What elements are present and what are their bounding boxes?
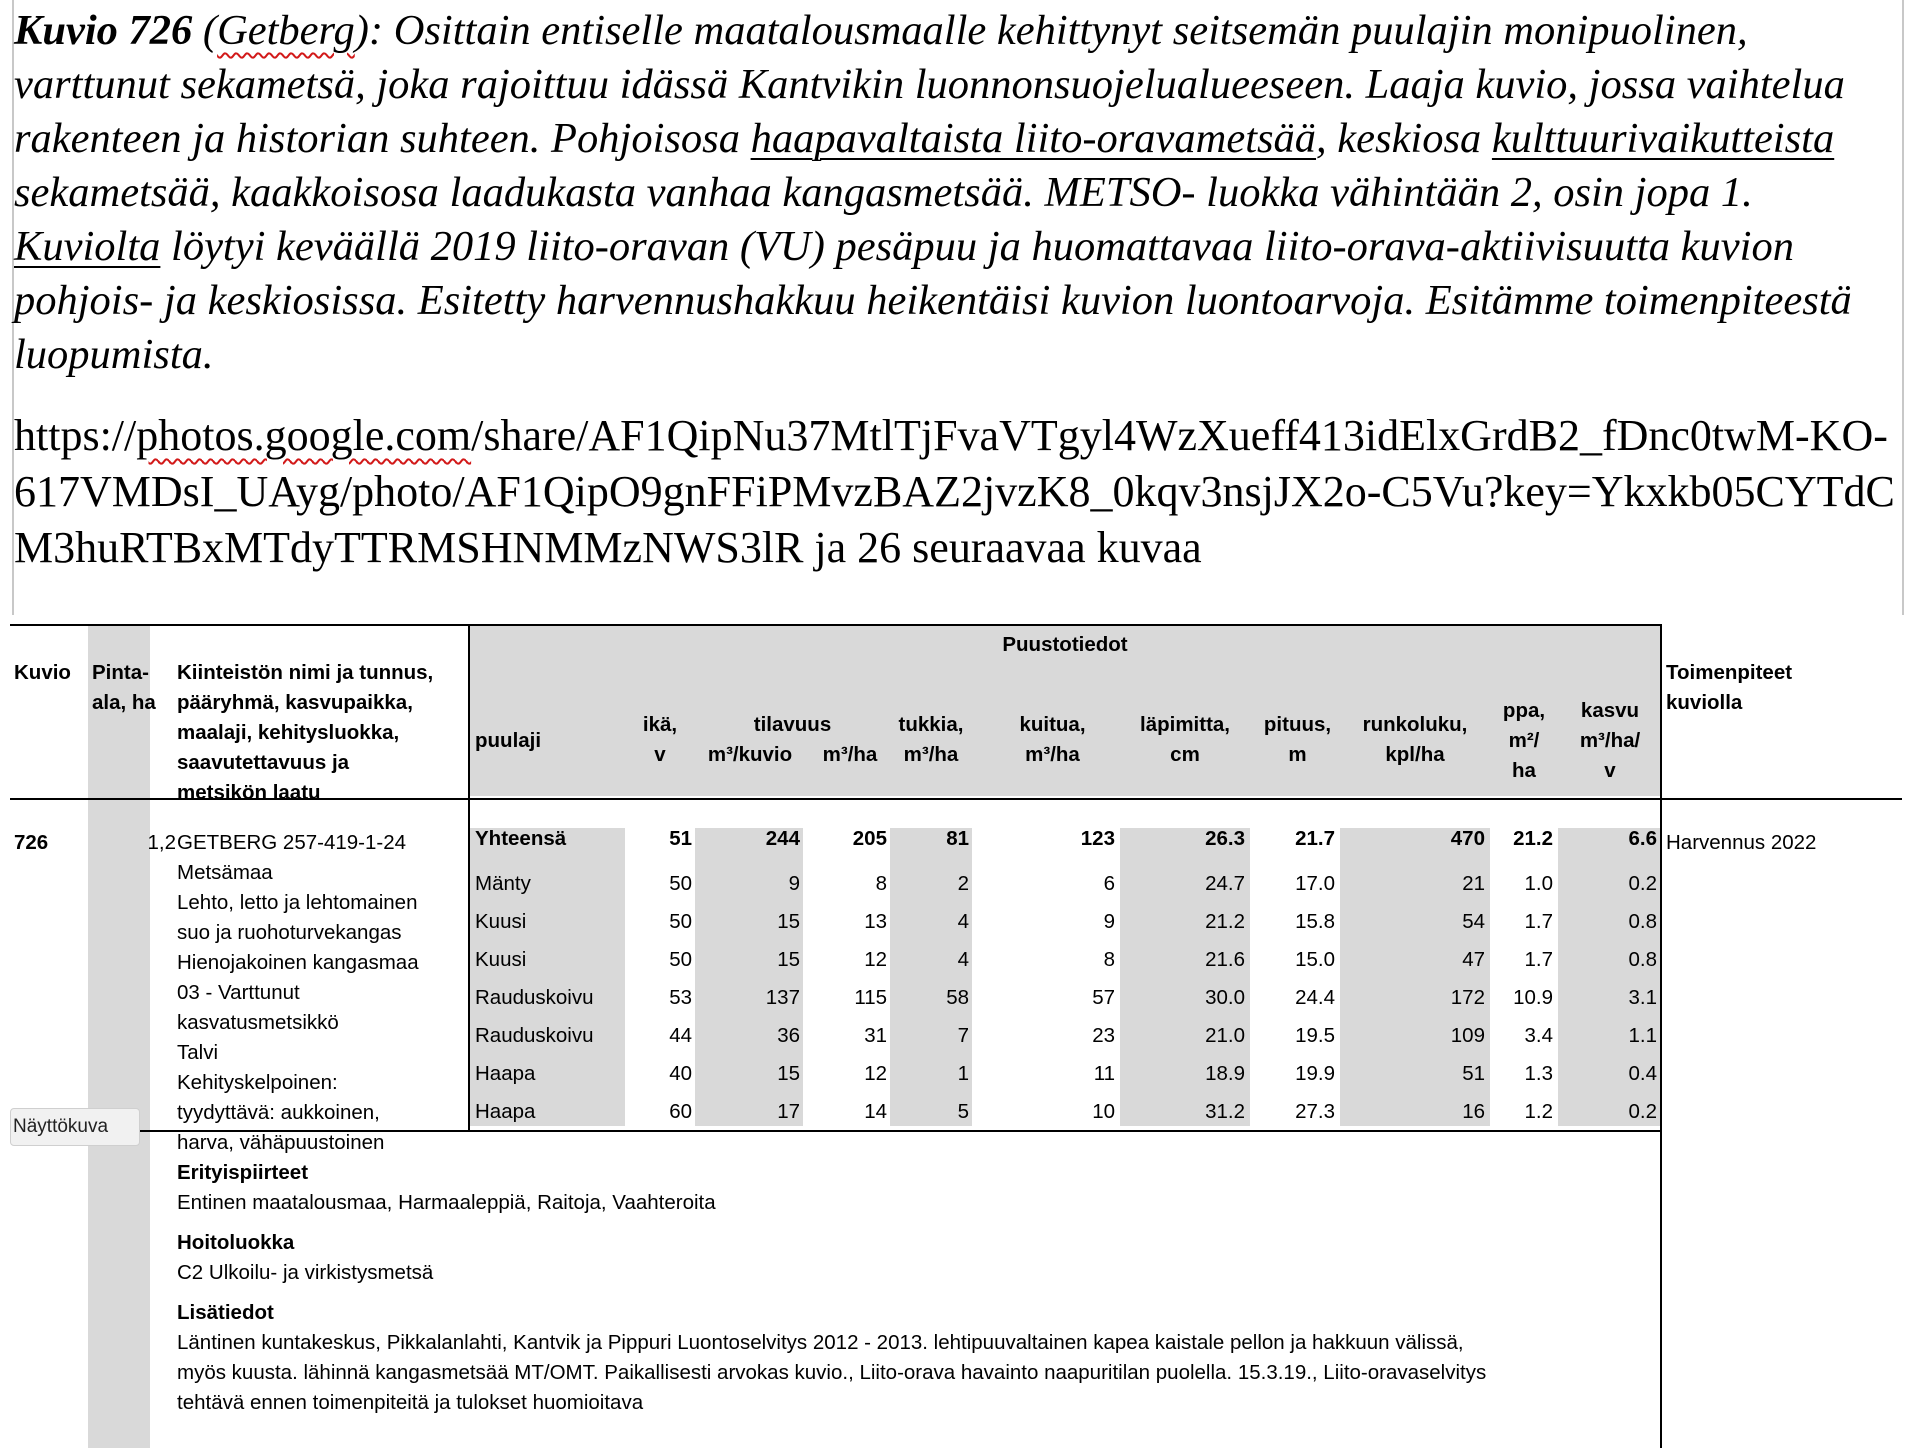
- cell-pituus: 19.5: [1295, 1024, 1335, 1047]
- cell-ppa: 1.0: [1524, 872, 1553, 895]
- lisatiedot-line-2: myös kuusta. lähinnä kangasmetsää MT/OMT. Paikallisesti arvokas kuvio., Liito-orava havainto naapuritilan puolella. 15.3.19., Liito-oravaselvitys: [177, 1361, 1487, 1384]
- link-path[interactable]: /share/AF1QipNu37MtlTjFvaVTgyl4WzXueff413idElxGrdB2_fDnc0twM-KO-617VMDsI_UAyg/photo/AF1QipO9gnFFiPMvzBAZ2jvzK8_0kqv3nsjJX2o-C5Vu?key=Ykxkb05CYTdCM3huRTBxMTdyTTRMSHNMMzNWS3lR: [14, 411, 1895, 572]
- sub-header-tilavuus: tilavuus: [753, 713, 832, 736]
- cell-tukkia: 5: [957, 1100, 969, 1123]
- cell-puulaji: Mänty: [475, 872, 531, 895]
- cell-kasvu: 0.8: [1628, 948, 1657, 971]
- lisatiedot-heading: Lisätiedot: [177, 1301, 274, 1324]
- paragraph-text: ): Osittain entiselle maatalousmaalle kehittynyt seitsemän puulajin monipuolinen, varttunut sekametsä, joka rajoittuu idässä Kantvikin luonnonsuojelualueeseen. Laaja kuvio, jossa vaihtelua rakenteen ja historian suhteen. Pohjoisosa: [14, 7, 1845, 162]
- cell-kasvu: 3.1: [1628, 986, 1657, 1009]
- cell-lapimitta: 26.3: [1205, 827, 1245, 850]
- cell-kuitua: 6: [1103, 872, 1115, 895]
- cell-ika: 40: [669, 1062, 692, 1085]
- cell-lapimitta: 24.7: [1205, 872, 1245, 895]
- kiinteisto-line: Metsämaa: [177, 861, 273, 884]
- cell-m3ha: 12: [864, 1062, 887, 1085]
- hoitoluokka-text: C2 Ulkoilu- ja virkistysmetsä: [177, 1261, 434, 1284]
- cell-m3ha: 14: [864, 1100, 887, 1123]
- cell-kuitua: 11: [1093, 1062, 1115, 1085]
- cell-m3ha: 115: [854, 986, 887, 1009]
- sub-header-ppa-3: ha: [1512, 759, 1536, 782]
- pattern-title: Kuvio 726: [14, 7, 193, 54]
- sub-header-ika-1: ikä,: [642, 713, 678, 736]
- cell-ika: 50: [669, 910, 692, 933]
- hoitoluokka-heading: Hoitoluokka: [177, 1231, 295, 1254]
- sub-header-tukkia-1: tukkia,: [898, 713, 964, 736]
- kiinteisto-line: Talvi: [177, 1041, 219, 1064]
- cell-pituus: 27.3: [1295, 1100, 1335, 1123]
- cell-lapimitta: 30.0: [1205, 986, 1245, 1009]
- sub-header-runko-1: runkoluku,: [1362, 713, 1468, 736]
- cell-ppa: 3.4: [1524, 1024, 1553, 1047]
- lisatiedot-line-1: Läntinen kuntakeskus, Pikkalanlahti, Kantvik ja Pippuri Luontoselvitys 2012 - 2013. lehtipuuvaltainen kapea kaistale pellon ja hakkuun välissä,: [177, 1331, 1464, 1354]
- owner-prefix: (: [192, 7, 218, 54]
- cell-m3kuvio: 15: [777, 1062, 800, 1085]
- cell-m3kuvio: 17: [777, 1100, 800, 1123]
- cell-lapimitta: 21.6: [1205, 948, 1245, 971]
- cell-tukkia: 58: [946, 986, 969, 1009]
- sub-header-pituus-2: m: [1288, 743, 1307, 766]
- sub-header-kuitua-1: kuitua,: [1019, 713, 1086, 736]
- cell-ppa: 1.3: [1524, 1062, 1553, 1085]
- cell-ppa: 1.7: [1524, 910, 1553, 933]
- description-paragraph: [14, 4, 1904, 382]
- cell-m3ha: 12: [864, 948, 887, 971]
- cell-kuitua: 8: [1103, 948, 1115, 971]
- cell-m3kuvio: 137: [765, 986, 800, 1009]
- term-underlined: haapavaltaista liito-oravametsää: [750, 115, 1317, 162]
- cell-pituus: 24.4: [1295, 986, 1335, 1009]
- cell-puulaji: Haapa: [475, 1062, 536, 1085]
- sub-header-runko-2: kpl/ha: [1385, 743, 1445, 766]
- col-header-pinta-1: Pinta-: [92, 661, 149, 684]
- cell-kuitua: 57: [1092, 986, 1115, 1009]
- cell-puulaji: Kuusi: [475, 910, 527, 933]
- pinta-column-shade: [88, 626, 150, 1448]
- cell-m3kuvio: 36: [777, 1024, 800, 1047]
- link-domain[interactable]: photos.google.com: [136, 411, 472, 460]
- cell-runko: 109: [1450, 1024, 1485, 1047]
- paragraph-text-2: , keskiosa: [1316, 115, 1492, 162]
- cell-ika: 60: [669, 1100, 692, 1123]
- cell-ppa: 10.9: [1513, 986, 1553, 1009]
- cell-m3ha: 31: [864, 1024, 887, 1047]
- sub-header-kasvu-3: v: [1604, 759, 1616, 782]
- cell-ika: 53: [669, 986, 692, 1009]
- cell-ika: 44: [669, 1024, 692, 1047]
- sub-header-kuitua-2: m³/ha: [1025, 743, 1080, 766]
- cell-runko: 47: [1462, 948, 1485, 971]
- cell-m3ha: 8: [875, 872, 887, 895]
- cell-m3ha: 13: [864, 910, 887, 933]
- kuvio-number: 726: [14, 831, 49, 854]
- cell-tukkia: 2: [957, 872, 969, 895]
- kiinteisto-line: Hienojakoinen kangasmaa: [177, 951, 419, 974]
- cell-m3ha: 205: [852, 827, 887, 850]
- cell-ika: 50: [669, 872, 692, 895]
- kiinteisto-line: kasvatusmetsikkö: [177, 1011, 339, 1034]
- kiinteisto-line: tyydyttävä: aukkoinen,: [177, 1101, 380, 1124]
- sub-header-ppa-1: ppa,: [1502, 699, 1546, 722]
- col-header-kiint-3: maalaji, kehitysluokka,: [177, 721, 400, 744]
- cell-kuitua: 10: [1092, 1100, 1115, 1123]
- col-header-kiint-5: metsikön laatu: [177, 781, 321, 804]
- cell-lapimitta: 18.9: [1205, 1062, 1245, 1085]
- col-header-kiint-2: pääryhmä, kasvupaikka,: [177, 691, 413, 714]
- kiinteisto-line: Lehto, letto ja lehtomainen: [177, 891, 418, 914]
- cell-pituus: 15.8: [1295, 910, 1335, 933]
- cell-runko: 172: [1450, 986, 1485, 1009]
- cell-lapimitta: 21.0: [1205, 1024, 1245, 1047]
- col-header-toim-2: kuviolla: [1666, 691, 1743, 714]
- col-header-toim-1: Toimenpiteet: [1666, 661, 1793, 684]
- sub-header-pituus-1: pituus,: [1263, 713, 1332, 736]
- cell-ika: 51: [669, 827, 692, 850]
- paragraph-text-3: sekametsää, kaakkoisosa laadukasta vanhaa kangasmetsää. METSO- luokka vähintään 2, osin jopa 1.: [14, 169, 1753, 216]
- term-underlined-2: kulttuurivaikutteista: [1491, 115, 1835, 162]
- cell-ppa: 1.2: [1524, 1100, 1553, 1123]
- owner-name: Getberg: [217, 7, 355, 54]
- col-header-pinta-2: ala, ha: [92, 691, 156, 714]
- cell-puulaji: Rauduskoivu: [475, 986, 594, 1009]
- col-header-kiint-1: Kiinteistön nimi ja tunnus,: [177, 661, 434, 684]
- cell-puulaji: Haapa: [475, 1100, 536, 1123]
- kiint-right-border: [468, 624, 470, 1130]
- photo-link[interactable]: [14, 408, 1904, 576]
- erityispiirteet-text: Entinen maatalousmaa, Harmaaleppiä, Raitoja, Vaahteroita: [177, 1191, 716, 1214]
- toimenpide-value: Harvennus 2022: [1666, 831, 1817, 854]
- sub-header-m3ha: m³/ha: [822, 743, 878, 766]
- cell-runko: 21: [1462, 872, 1485, 895]
- cell-tukkia: 4: [957, 948, 969, 971]
- cell-ppa: 21.2: [1513, 827, 1553, 850]
- cell-m3kuvio: 15: [777, 910, 800, 933]
- cell-kasvu: 0.2: [1628, 872, 1657, 895]
- cell-pituus: 19.9: [1295, 1062, 1335, 1085]
- lisatiedot-line-3: tehtävä ennen toimenpiteitä ja tulokset huomioitava: [177, 1391, 644, 1414]
- top-border: [10, 624, 1662, 626]
- cell-puulaji: Kuusi: [475, 948, 527, 971]
- paragraph-text-4: löytyi keväällä 2019 liito-oravan (VU) pesäpuu ja huomattavaa liito-orava-aktiivisuutta kuvion pohjois- ja keskiosissa. Esitetty harvennushakkuu heikentäisi kuvion luontoarvoja. Esitämme toimenpiteestä luopumista.: [14, 223, 1852, 378]
- cell-runko: 51: [1462, 1062, 1485, 1085]
- cell-kasvu: 6.6: [1628, 827, 1657, 850]
- sub-header-m3kuvio: m³/kuvio: [707, 743, 793, 766]
- kiinteisto-line: GETBERG 257-419-1-24: [177, 831, 407, 854]
- cell-runko: 470: [1450, 827, 1485, 850]
- kiinteisto-line: suo ja ruohoturvekangas: [177, 921, 402, 944]
- forest-data-table: [10, 618, 1902, 1448]
- cell-tukkia: 1: [957, 1062, 969, 1085]
- sub-header-lapimitta-1: läpimitta,: [1140, 713, 1230, 736]
- sub-header-kasvu-1: kasvu: [1580, 699, 1640, 722]
- cell-puulaji: Yhteensä: [475, 827, 567, 850]
- cell-m3kuvio: 244: [765, 827, 800, 850]
- cell-lapimitta: 31.2: [1205, 1100, 1245, 1123]
- sub-header-puulaji: puulaji: [475, 729, 542, 752]
- erityispiirteet-heading: Erityispiirteet: [177, 1161, 309, 1184]
- cell-kuitua: 23: [1092, 1024, 1115, 1047]
- screenshot-tooltip: Näyttökuva: [10, 1108, 140, 1146]
- cell-tukkia: 4: [957, 910, 969, 933]
- cell-lapimitta: 21.2: [1205, 910, 1245, 933]
- cell-kasvu: 1.1: [1628, 1024, 1657, 1047]
- cell-kuitua: 123: [1080, 827, 1115, 850]
- cell-kasvu: 0.8: [1628, 910, 1657, 933]
- cell-kuitua: 9: [1103, 910, 1115, 933]
- col-header-kuvio: Kuvio: [14, 661, 71, 684]
- term-underlined-3: Kuviolta: [14, 223, 161, 270]
- cell-pituus: 15.0: [1295, 948, 1335, 971]
- link-tail: ja 26 seuraavaa kuvaa: [803, 523, 1202, 572]
- group-header-puustotiedot: Puustotiedot: [1002, 633, 1128, 656]
- sub-header-lapimitta-2: cm: [1170, 743, 1200, 766]
- cell-tukkia: 7: [957, 1024, 969, 1047]
- cell-tukkia: 81: [946, 827, 969, 850]
- cell-puulaji: Rauduskoivu: [475, 1024, 594, 1047]
- cell-runko: 54: [1462, 910, 1485, 933]
- kiinteisto-line: harva, vähäpuustoinen: [177, 1131, 385, 1154]
- cell-m3kuvio: 9: [788, 872, 800, 895]
- cell-runko: 16: [1462, 1100, 1485, 1123]
- link-prefix[interactable]: https://: [14, 411, 137, 460]
- cell-m3kuvio: 15: [777, 948, 800, 971]
- pinta-ala-value: 1,2: [147, 831, 176, 854]
- sub-header-ika-2: v: [654, 743, 666, 766]
- kiinteisto-line: Kehityskelpoinen:: [177, 1071, 338, 1094]
- cell-ppa: 1.7: [1524, 948, 1553, 971]
- kiinteisto-line: 03 - Varttunut: [177, 981, 300, 1004]
- sub-header-tukkia-2: m³/ha: [903, 743, 959, 766]
- col-header-kiint-4: saavutettavuus ja: [177, 751, 350, 774]
- cell-kasvu: 0.4: [1628, 1062, 1657, 1085]
- sub-header-ppa-2: m²/: [1508, 729, 1540, 752]
- cell-kasvu: 0.2: [1628, 1100, 1657, 1123]
- sub-header-kasvu-2: m³/ha/: [1579, 729, 1641, 752]
- cell-pituus: 21.7: [1295, 827, 1335, 850]
- cell-ika: 50: [669, 948, 692, 971]
- cell-pituus: 17.0: [1295, 872, 1335, 895]
